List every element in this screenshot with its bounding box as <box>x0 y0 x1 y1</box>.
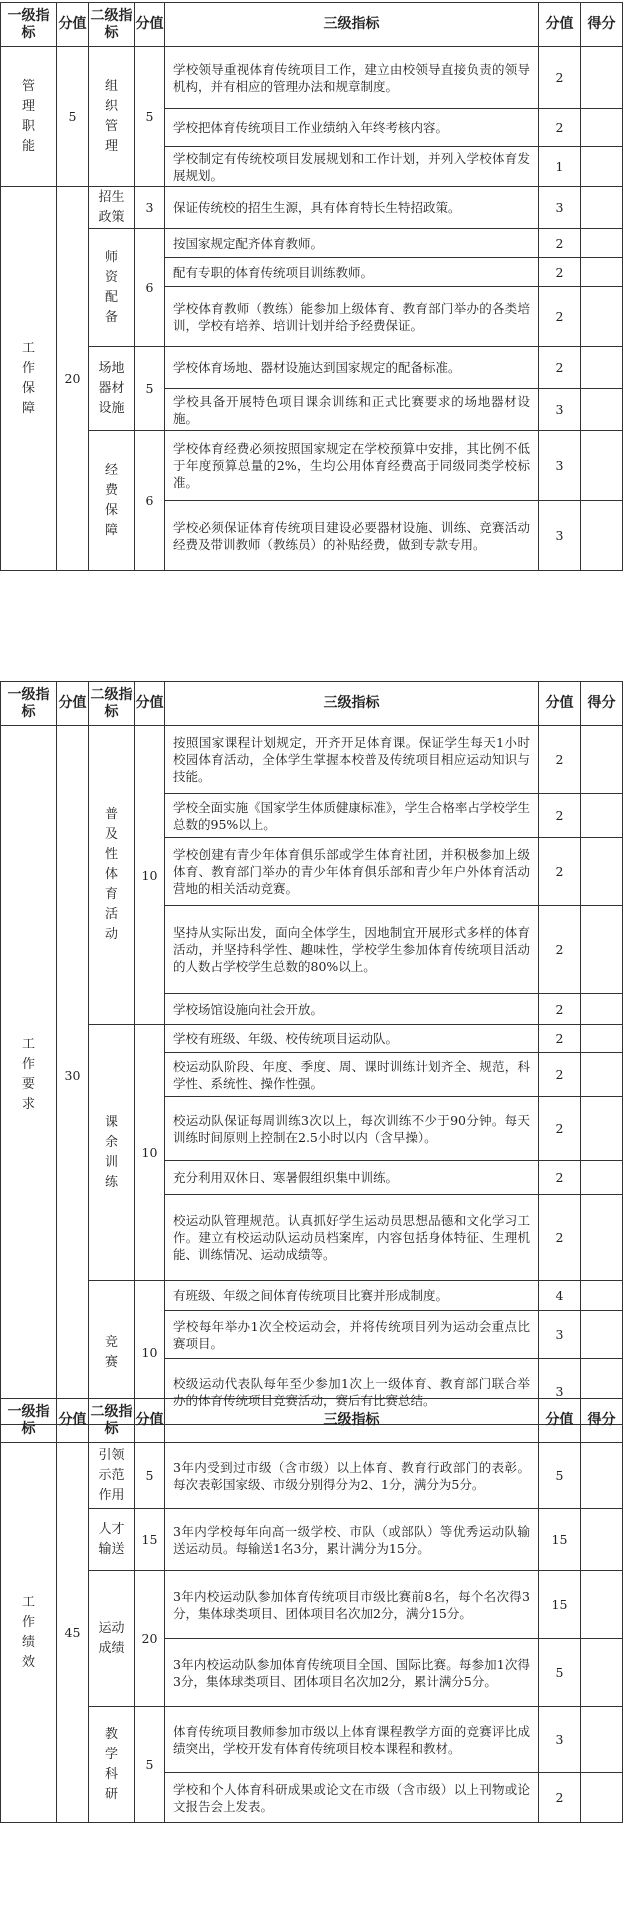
header-score: 分值 <box>57 3 89 47</box>
level2-score: 5 <box>135 1707 165 1823</box>
indicator-text: 学校体育经费必须按照国家规定在学校预算中安排，其比例不低于年度预算总量的2%，生均公用体育经费高于同级同类学校标准。 <box>165 431 539 501</box>
indicator-points: 2 <box>539 287 581 347</box>
level2-score: 6 <box>135 431 165 571</box>
earned-score-cell[interactable] <box>581 47 623 109</box>
header-level3: 三级指标 <box>165 1399 539 1443</box>
level2-score: 6 <box>135 229 165 347</box>
indicator-text: 学校体育场地、器材设施达到国家规定的配备标准。 <box>165 347 539 389</box>
indicator-text: 保证传统校的招生生源，具有体育特长生特招政策。 <box>165 187 539 229</box>
indicator-text: 学校有班级、年级、校传统项目运动队。 <box>165 1025 539 1053</box>
indicator-text: 3年内校运动队参加体育传统项目全国、国际比赛。每参加1次得3分，集体球类项目、团体项目名次加2分，累计满分5分。 <box>165 1639 539 1707</box>
level2-cell: 普及性体育活动 <box>89 726 135 1025</box>
level1-score: 20 <box>57 187 89 571</box>
header-earned: 得分 <box>581 3 623 47</box>
indicator-points: 2 <box>539 1773 581 1823</box>
earned-score-cell[interactable] <box>581 1195 623 1281</box>
header-level1: 一级指标 <box>1 682 57 726</box>
table-row <box>1 1443 623 1509</box>
level2-cell: 师资配备 <box>89 229 135 347</box>
indicator-text: 学校必须保证体育传统项目建设必要器材设施、训练、竞赛活动经费及带训教师（教练员）的补贴经费，做到专款专用。 <box>165 501 539 571</box>
indicator-text: 3年内学校每年向高一级学校、市队（或部队）等优秀运动队输送运动员。每输送1名3分，累计满分为15分。 <box>165 1509 539 1571</box>
earned-score-cell[interactable] <box>581 1281 623 1311</box>
header-score: 分值 <box>135 682 165 726</box>
header-score: 分值 <box>57 1399 89 1443</box>
indicator-points: 2 <box>539 794 581 838</box>
header-points: 分值 <box>539 682 581 726</box>
header-score: 分值 <box>135 1399 165 1443</box>
level2-cell: 竞赛 <box>89 1281 135 1425</box>
indicator-points: 2 <box>539 47 581 109</box>
level2-score: 10 <box>135 726 165 1025</box>
earned-score-cell[interactable] <box>581 1161 623 1195</box>
level2-cell: 人才输送 <box>89 1509 135 1571</box>
header-level1: 一级指标 <box>1 3 57 47</box>
level2-score: 20 <box>135 1571 165 1707</box>
earned-score-cell[interactable] <box>581 1053 623 1097</box>
header-points: 分值 <box>539 1399 581 1443</box>
table-row <box>1 1025 623 1053</box>
indicator-points: 2 <box>539 1025 581 1053</box>
level2-cell: 招生政策 <box>89 187 135 229</box>
earned-score-cell[interactable] <box>581 147 623 187</box>
indicator-points: 5 <box>539 1639 581 1707</box>
level1-cell: 管理职能 <box>1 47 57 187</box>
indicator-text: 按国家规定配齐体育教师。 <box>165 229 539 258</box>
indicator-points: 2 <box>539 347 581 389</box>
evaluation-table-part-2 <box>0 681 623 1425</box>
indicator-points: 3 <box>539 389 581 431</box>
indicator-points: 3 <box>539 187 581 229</box>
level2-score: 5 <box>135 1443 165 1509</box>
indicator-points: 3 <box>539 431 581 501</box>
level2-cell: 经费保障 <box>89 431 135 571</box>
indicator-points: 1 <box>539 147 581 187</box>
indicator-text: 3年内受到过市级（含市级）以上体育、教育行政部门的表彰。每次表彰国家级、市级分别得分为2、1分，满分为5分。 <box>165 1443 539 1509</box>
level2-score: 5 <box>135 47 165 187</box>
header-score: 分值 <box>57 682 89 726</box>
table-header-row <box>1 1399 623 1443</box>
earned-score-cell[interactable] <box>581 1571 623 1639</box>
indicator-points: 2 <box>539 1161 581 1195</box>
table-row <box>1 1571 623 1639</box>
indicator-points: 4 <box>539 1281 581 1311</box>
indicator-text: 学校体育教师（教练）能参加上级体育、教育部门举办的各类培训，学校有培养、培训计划并给予经费保证。 <box>165 287 539 347</box>
level2-cell: 课余训练 <box>89 1025 135 1281</box>
level1-score: 45 <box>57 1443 89 1823</box>
indicator-points: 2 <box>539 994 581 1025</box>
indicator-points: 3 <box>539 1311 581 1359</box>
table-header-row <box>1 682 623 726</box>
earned-score-cell[interactable] <box>581 1097 623 1161</box>
earned-score-cell[interactable] <box>581 501 623 571</box>
level2-score: 15 <box>135 1509 165 1571</box>
indicator-points: 2 <box>539 1097 581 1161</box>
earned-score-cell[interactable] <box>581 1025 623 1053</box>
earned-score-cell[interactable] <box>581 258 623 287</box>
indicator-text: 体育传统项目教师参加市级以上体育课程教学方面的竞赛评比成绩突出，学校开发有体育传统项目校本课程和教材。 <box>165 1707 539 1773</box>
earned-score-cell[interactable] <box>581 109 623 147</box>
table-row <box>1 1509 623 1571</box>
earned-score-cell[interactable] <box>581 1773 623 1823</box>
table-row <box>1 229 623 258</box>
indicator-points: 2 <box>539 109 581 147</box>
indicator-text: 校运动队阶段、年度、季度、周、课时训练计划齐全、规范，科学性、系统性、操作性强。 <box>165 1053 539 1097</box>
table-row <box>1 187 623 229</box>
indicator-text: 3年内校运动队参加体育传统项目市级比赛前8名，每个名次得3分，集体球类项目、团体项目名次加2分，满分15分。 <box>165 1571 539 1639</box>
earned-score-cell[interactable] <box>581 1707 623 1773</box>
earned-score-cell[interactable] <box>581 389 623 431</box>
level2-cell: 组织管理 <box>89 47 135 187</box>
level1-cell: 工作保障 <box>1 187 57 571</box>
level2-cell: 场地器材设施 <box>89 347 135 431</box>
level1-cell: 工作绩效 <box>1 1443 57 1823</box>
header-level1: 一级指标 <box>1 1399 57 1443</box>
indicator-text: 充分利用双休日、寒暑假组织集中训练。 <box>165 1161 539 1195</box>
level1-score: 5 <box>57 47 89 187</box>
indicator-text: 坚持从实际出发，面向全体学生，因地制宜开展形式多样的体育活动，并坚持科学性、趣味性，学校学生参加体育传统项目活动的人数占学校学生总数的80%以上。 <box>165 906 539 994</box>
table-row <box>1 47 623 109</box>
indicator-points: 15 <box>539 1571 581 1639</box>
header-level2: 二级指标 <box>89 3 135 47</box>
header-points: 分值 <box>539 3 581 47</box>
table-row <box>1 431 623 501</box>
earned-score-cell[interactable] <box>581 229 623 258</box>
earned-score-cell[interactable] <box>581 1509 623 1571</box>
indicator-text: 学校领导重视体育传统项目工作，建立由校领导直接负责的领导机构，并有相应的管理办法和规章制度。 <box>165 47 539 109</box>
table-header-row <box>1 3 623 47</box>
level1-score: 30 <box>57 726 89 1425</box>
table-row <box>1 347 623 389</box>
indicator-text: 按照国家课程计划规定，开齐开足体育课。保证学生每天1小时校园体育活动，全体学生掌握本校普及传统项目相应运动知识与技能。 <box>165 726 539 794</box>
table-row <box>1 1707 623 1773</box>
evaluation-table-part-1 <box>0 2 623 571</box>
table-row <box>1 726 623 794</box>
evaluation-table-part-3 <box>0 1398 623 1823</box>
indicator-text: 学校把体育传统项目工作业绩纳入年终考核内容。 <box>165 109 539 147</box>
header-level3: 三级指标 <box>165 682 539 726</box>
indicator-points: 5 <box>539 1443 581 1509</box>
header-earned: 得分 <box>581 1399 623 1443</box>
earned-score-cell[interactable] <box>581 347 623 389</box>
indicator-points: 3 <box>539 1707 581 1773</box>
header-level2: 二级指标 <box>89 1399 135 1443</box>
earned-score-cell[interactable] <box>581 187 623 229</box>
level1-cell: 工作要求 <box>1 726 57 1425</box>
level2-score: 5 <box>135 347 165 431</box>
earned-score-cell[interactable] <box>581 287 623 347</box>
earned-score-cell[interactable] <box>581 726 623 794</box>
header-earned: 得分 <box>581 682 623 726</box>
indicator-points: 2 <box>539 838 581 906</box>
header-level3: 三级指标 <box>165 3 539 47</box>
indicator-text: 学校创建有青少年体育俱乐部或学生体育社团，并积极参加上级体育、教育部门举办的青少年体育俱乐部和青少年户外体育活动营地的相关活动竞赛。 <box>165 838 539 906</box>
earned-score-cell[interactable] <box>581 838 623 906</box>
earned-score-cell[interactable] <box>581 1311 623 1359</box>
indicator-text: 校运动队保证每周训练3次以上，每次训练不少于90分钟。每天训练时间原则上控制在2.5小时以内（含早操）。 <box>165 1097 539 1161</box>
indicator-points: 2 <box>539 726 581 794</box>
indicator-points: 2 <box>539 229 581 258</box>
level2-cell: 运动成绩 <box>89 1571 135 1707</box>
header-level2: 二级指标 <box>89 682 135 726</box>
level2-score: 10 <box>135 1281 165 1425</box>
earned-score-cell[interactable] <box>581 431 623 501</box>
level2-score: 10 <box>135 1025 165 1281</box>
level2-score: 3 <box>135 187 165 229</box>
header-score: 分值 <box>135 3 165 47</box>
indicator-text: 学校具备开展特色项目课余训练和正式比赛要求的场地器材设施。 <box>165 389 539 431</box>
indicator-text: 有班级、年级之间体育传统项目比赛并形成制度。 <box>165 1281 539 1311</box>
earned-score-cell[interactable] <box>581 1443 623 1509</box>
indicator-text: 校运动队管理规范。认真抓好学生运动员思想品德和文化学习工作。建立有校运动队运动员档案库，内容包括身体特征、生理机能、训练情况、运动成绩等。 <box>165 1195 539 1281</box>
level2-cell: 教学科研 <box>89 1707 135 1823</box>
indicator-text: 学校制定有传统校项目发展规划和工作计划，并列入学校体育发展规划。 <box>165 147 539 187</box>
indicator-points: 2 <box>539 1053 581 1097</box>
indicator-text: 校级运动代表队每年至少参加1次上一级体育、教育部门联合举办的体育传统项目竞赛活动，赛后有比赛总结。 <box>165 1359 539 1425</box>
level2-cell: 引领示范作用 <box>89 1443 135 1509</box>
earned-score-cell[interactable] <box>581 794 623 838</box>
indicator-text: 配有专职的体育传统项目训练教师。 <box>165 258 539 287</box>
indicator-points: 2 <box>539 1195 581 1281</box>
indicator-text: 学校和个人体育科研成果或论文在市级（含市级）以上刊物或论文报告会上发表。 <box>165 1773 539 1823</box>
indicator-points: 2 <box>539 906 581 994</box>
earned-score-cell[interactable] <box>581 1639 623 1707</box>
indicator-points: 3 <box>539 1359 581 1425</box>
earned-score-cell[interactable] <box>581 906 623 994</box>
table-row <box>1 1281 623 1311</box>
earned-score-cell[interactable] <box>581 994 623 1025</box>
indicator-points: 3 <box>539 501 581 571</box>
indicator-text: 学校每年举办1次全校运动会，并将传统项目列为运动会重点比赛项目。 <box>165 1311 539 1359</box>
indicator-text: 学校场馆设施向社会开放。 <box>165 994 539 1025</box>
indicator-points: 2 <box>539 258 581 287</box>
indicator-points: 15 <box>539 1509 581 1571</box>
indicator-text: 学校全面实施《国家学生体质健康标准》，学生合格率占学校学生总数的95%以上。 <box>165 794 539 838</box>
